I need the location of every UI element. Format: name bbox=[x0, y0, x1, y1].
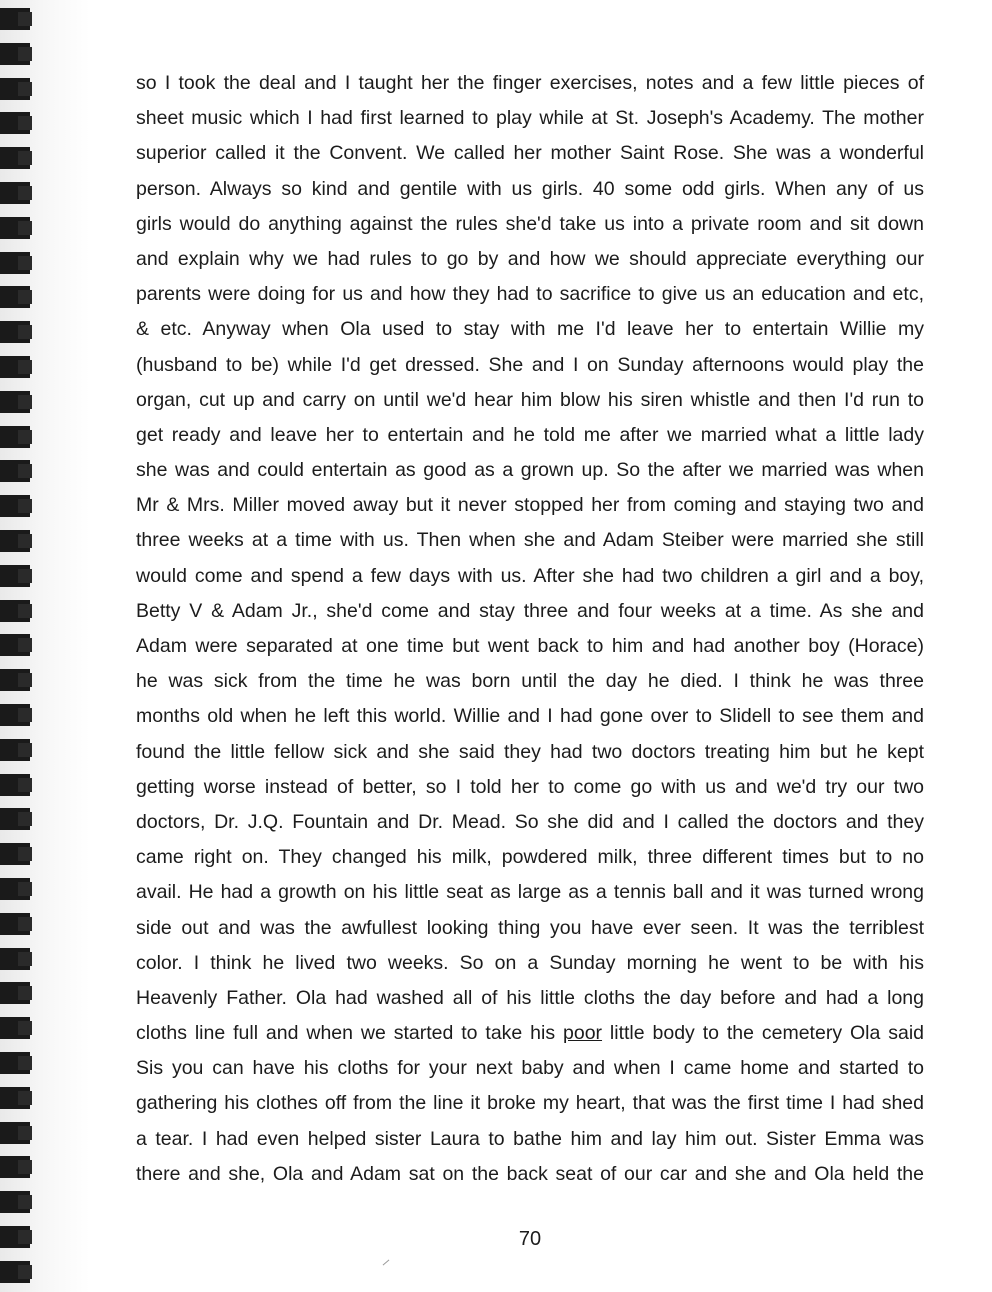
text-segment: cloths line full and when we started to take his bbox=[136, 1022, 563, 1045]
binding-hole bbox=[0, 321, 30, 343]
binding-hole bbox=[0, 739, 30, 761]
page-number: 70 bbox=[518, 1228, 542, 1250]
binding-hole bbox=[0, 8, 30, 30]
binding-hole bbox=[0, 78, 30, 100]
scan-mark bbox=[383, 1260, 390, 1266]
binding-hole bbox=[0, 147, 30, 169]
binding-hole bbox=[0, 1087, 30, 1109]
text-line: side out and was the awfullest looking thing you have ever seen. It was the terriblest bbox=[136, 916, 924, 939]
binding-hole bbox=[0, 391, 30, 413]
binding-hole bbox=[0, 530, 30, 552]
binding-hole bbox=[0, 948, 30, 970]
binding-hole bbox=[0, 600, 30, 622]
binding-hole bbox=[0, 217, 30, 239]
text-line: and explain why we had rules to go by and how we should appreciate everything our bbox=[136, 247, 924, 270]
binding-hole bbox=[0, 808, 30, 830]
text-line: a tear. I had even helped sister Laura to bathe him and lay him out. Sister Emma was bbox=[136, 1127, 924, 1150]
binding-hole bbox=[0, 182, 30, 204]
binding-hole bbox=[0, 112, 30, 134]
binding-hole bbox=[0, 913, 30, 935]
text-line bbox=[136, 1016, 924, 1051]
text-line: Adam were separated at one time but went back to him and had another boy (Horace) bbox=[136, 635, 924, 657]
text-line: parents were doing for us and how they had to sacrifice to give us an education and etc, bbox=[136, 283, 924, 306]
text-line: Sis you can have his cloths for your next baby and when I came home and started to bbox=[136, 1057, 924, 1080]
binding-hole bbox=[0, 1052, 30, 1074]
text-line: gathering his clothes off from the line it broke my heart, that was the first time I had shed bbox=[136, 1092, 924, 1115]
text-line: (husband to be) while I'd get dressed. She and I on Sunday afternoons would play the bbox=[136, 353, 924, 376]
text-line: Heavenly Father. Ola had washed all of his little cloths the day before and had a long bbox=[136, 986, 924, 1009]
text-line: avail. He had a growth on his little seat as large as a tennis ball and it was turned wrong bbox=[136, 881, 924, 904]
text-line: organ, cut up and carry on until we'd hear him blow his siren whistle and then I'd run to bbox=[136, 388, 924, 411]
text-line: color. I think he lived two weeks. So on a Sunday morning he went to be with his bbox=[136, 951, 924, 974]
binding-hole bbox=[0, 460, 30, 482]
binding-hole bbox=[0, 565, 30, 587]
binding-hole bbox=[0, 704, 30, 726]
binding-hole bbox=[0, 843, 30, 865]
binding-hole bbox=[0, 982, 30, 1004]
binding-hole bbox=[0, 426, 30, 448]
binding-hole bbox=[0, 1122, 30, 1144]
text-line: person. Always so kind and gentile with us girls. 40 some odd girls. When any of us bbox=[136, 177, 924, 200]
spiral-binding bbox=[0, 0, 44, 1292]
binding-hole bbox=[0, 43, 30, 65]
text-line: months old when he left this world. Willie and I had gone over to Slidell to see them and bbox=[136, 705, 924, 728]
body-text bbox=[136, 66, 924, 1192]
text-line: doctors, Dr. J.Q. Fountain and Dr. Mead. So she did and I called the doctors and they bbox=[136, 810, 924, 833]
text-line: he was sick from the time he was born until the day he died. I think he was three bbox=[136, 670, 924, 693]
text-line: girls would do anything against the rules she'd take us into a private room and sit down bbox=[136, 212, 924, 235]
binding-hole bbox=[0, 495, 30, 517]
text-line: would come and spend a few days with us. After she had two children a girl and a boy, bbox=[136, 564, 924, 587]
binding-hole bbox=[0, 878, 30, 900]
binding-hole bbox=[0, 1261, 30, 1283]
binding-hole bbox=[0, 252, 30, 274]
text-segment: little body to the cemetery Ola said bbox=[602, 1022, 924, 1045]
underlined-word: poor bbox=[563, 1022, 603, 1045]
text-line: came right on. They changed his milk, powdered milk, three different times but to no bbox=[136, 846, 924, 869]
text-line: she was and could entertain as good as a grown up. So the after we married was when bbox=[136, 459, 924, 482]
text-line: so I took the deal and I taught her the finger exercises, notes and a few little pieces of bbox=[136, 72, 924, 94]
binding-hole bbox=[0, 634, 30, 656]
binding-hole bbox=[0, 356, 30, 378]
text-line: found the little fellow sick and she said they had two doctors treating him but he kept bbox=[136, 740, 924, 763]
text-line: three weeks at a time with us. Then when she and Adam Steiber were married she still bbox=[136, 529, 924, 552]
text-line: superior called it the Convent. We called her mother Saint Rose. She was a wonderful bbox=[136, 142, 924, 165]
text-line: sheet music which I had first learned to play while at St. Joseph's Academy. The mother bbox=[136, 107, 924, 130]
text-line: Mr & Mrs. Miller moved away but it never stopped her from coming and staying two and bbox=[136, 494, 924, 517]
binding-hole bbox=[0, 1017, 30, 1039]
text-line: getting worse instead of better, so I told her to come go with us and we'd try our two bbox=[136, 775, 924, 798]
binding-hole bbox=[0, 774, 30, 796]
text-line: & etc. Anyway when Ola used to stay with me I'd leave her to entertain Willie my bbox=[136, 318, 924, 341]
text-line: Betty V & Adam Jr., she'd come and stay three and four weeks at a time. As she and bbox=[136, 599, 924, 622]
text-line: there and she, Ola and Adam sat on the back seat of our car and she and Ola held the bbox=[136, 1162, 924, 1185]
text-line: get ready and leave her to entertain and he told me after we married what a little lady bbox=[136, 423, 924, 446]
binding-hole bbox=[0, 286, 30, 308]
binding-hole bbox=[0, 1156, 30, 1178]
binding-hole bbox=[0, 669, 30, 691]
binding-hole bbox=[0, 1191, 30, 1213]
